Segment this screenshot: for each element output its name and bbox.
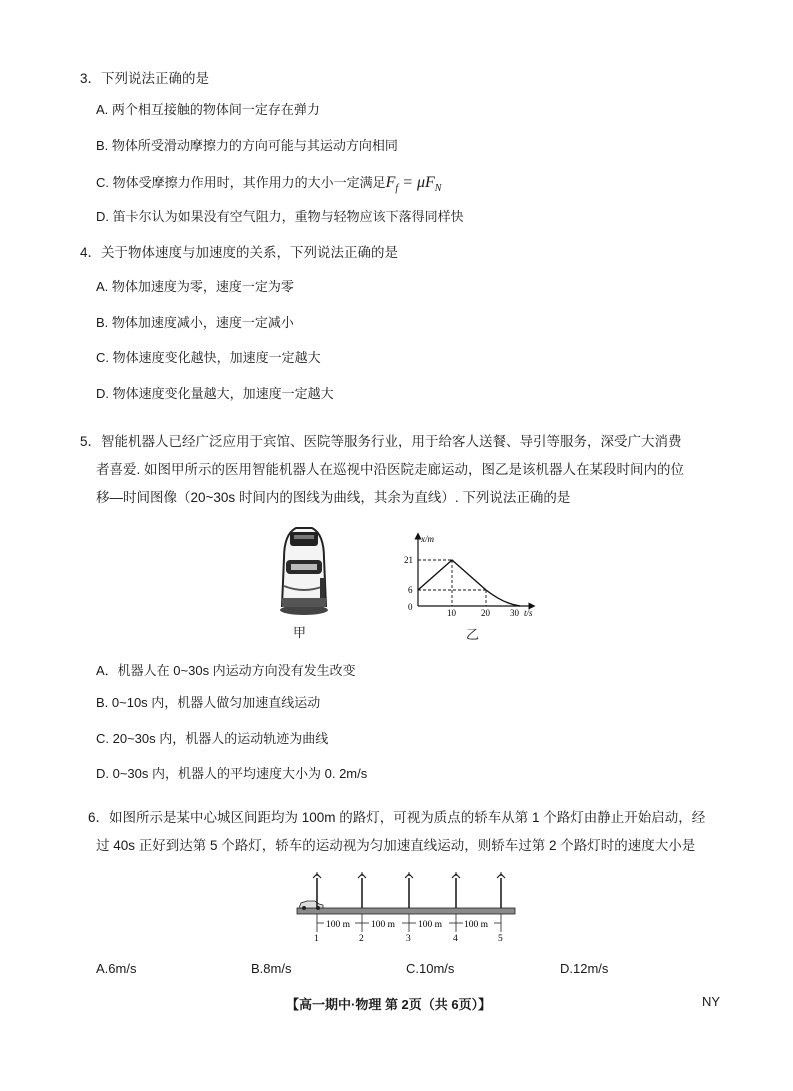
graph-y-tick-0: 0 — [408, 602, 413, 612]
q5-option-c: C. 20~30s 内，机器人的运动轨迹为曲线 — [96, 731, 329, 746]
lamp-2-icon — [358, 872, 366, 908]
graph-x-tick-30: 30 — [510, 608, 519, 618]
graph-y-tick-21: 21 — [404, 555, 413, 565]
lamp-number-4: 4 — [453, 934, 458, 944]
lamp-number-1: 1 — [314, 934, 319, 944]
lamp-number-3: 3 — [406, 934, 411, 944]
q4-stem: 4．关于物体速度与加速度的关系，下列说法正确的是 — [80, 245, 399, 260]
q5-stem-line2: 者喜爱. 如图甲所示的医用智能机器人在巡视中沿医院走廊运动，图乙是该机器人在某段时间内的位 — [96, 462, 685, 477]
street-lamp-figure — [293, 870, 519, 944]
graph-curve — [486, 590, 520, 606]
spacing-label-4: 100 m — [464, 920, 489, 930]
graph-x-tick-10: 10 — [447, 608, 456, 618]
figure-label-yi: 乙 — [466, 627, 480, 642]
q6-option-a: A.6m/s — [96, 961, 137, 976]
footer-code: NY — [702, 994, 721, 1009]
q3-option-d: D. 笛卡尔认为如果没有空气阻力，重物与轻物应该下落得同样快 — [96, 209, 464, 224]
lamp-4-icon — [452, 872, 460, 908]
figure-label-jia: 甲 — [293, 625, 307, 640]
lamp-number-5: 5 — [498, 934, 503, 944]
robot-figure — [276, 524, 332, 616]
q5-option-d: D. 0~30s 内，机器人的平均速度大小为 0. 2m/s — [96, 766, 368, 781]
q4-option-d: D. 物体速度变化量越大，加速度一定越大 — [96, 386, 334, 401]
q6-option-d: D.12m/s — [560, 961, 609, 976]
spacing-label-3: 100 m — [418, 920, 443, 930]
spacing-label-1: 100 m — [326, 920, 351, 930]
xt-graph — [394, 530, 544, 620]
page-footer: 【高一期中·物理 第 2页（共 6页）】 — [286, 997, 492, 1012]
q4-option-b: B. 物体加速度减小，速度一定减小 — [96, 315, 294, 330]
lamp-5-icon — [497, 872, 505, 908]
graph-y-tick-6: 6 — [408, 585, 413, 595]
graph-x-tick-20: 20 — [481, 608, 490, 618]
graph-x-label: t/s — [524, 608, 533, 618]
q4-option-a: A. 物体加速度为零，速度一定为零 — [96, 279, 294, 294]
graph-y-label: x/m — [421, 534, 434, 544]
q6-stem-line2: 过 40s 正好到达第 5 个路灯，轿车的运动视为匀加速直线运动，则轿车过第 2 个路灯时的速度大小是 — [96, 838, 696, 853]
q3-option-b: B. 物体所受滑动摩擦力的方向可能与其运动方向相同 — [96, 138, 398, 153]
q5-stem-line1: 5．智能机器人已经广泛应用于宾馆、医院等服务行业，用于给客人送餐、导引等服务，深受广大消费 — [80, 434, 682, 449]
q3-stem: 3．下列说法正确的是 — [80, 71, 210, 86]
spacing-label-2: 100 m — [371, 920, 396, 930]
q5-stem-line3: 移—时间图像（20~30s 时间内的图线为曲线，其余为直线）. 下列说法正确的是 — [96, 490, 571, 505]
q6-option-c: C.10m/s — [406, 961, 455, 976]
q4-option-c: C. 物体速度变化越快，加速度一定越大 — [96, 350, 321, 365]
lamp-3-icon — [405, 872, 413, 908]
lamp-number-2: 2 — [359, 934, 364, 944]
q5-option-b: B. 0~10s 内，机器人做匀加速直线运动 — [96, 695, 321, 710]
q3-option-c-text: C. 物体受摩擦力作用时，其作用力的大小一定满足 — [96, 175, 386, 190]
q3-option-c-formula: $F_f = \mu F_N$ — [385, 174, 442, 195]
q3-option-a: A. 两个相互接触的物体间一定存在弹力 — [96, 102, 320, 117]
q5-option-a: A．机器人在 0~30s 内运动方向没有发生改变 — [96, 663, 356, 678]
q6-option-b: B.8m/s — [251, 961, 292, 976]
q6-stem-line1: 6．如图所示是某中心城区间距均为 100m 的路灯，可视为质点的轿车从第 1 个路灯由静止开始启动，经 — [88, 810, 706, 825]
q3-option-c — [96, 172, 441, 194]
road — [297, 908, 515, 914]
